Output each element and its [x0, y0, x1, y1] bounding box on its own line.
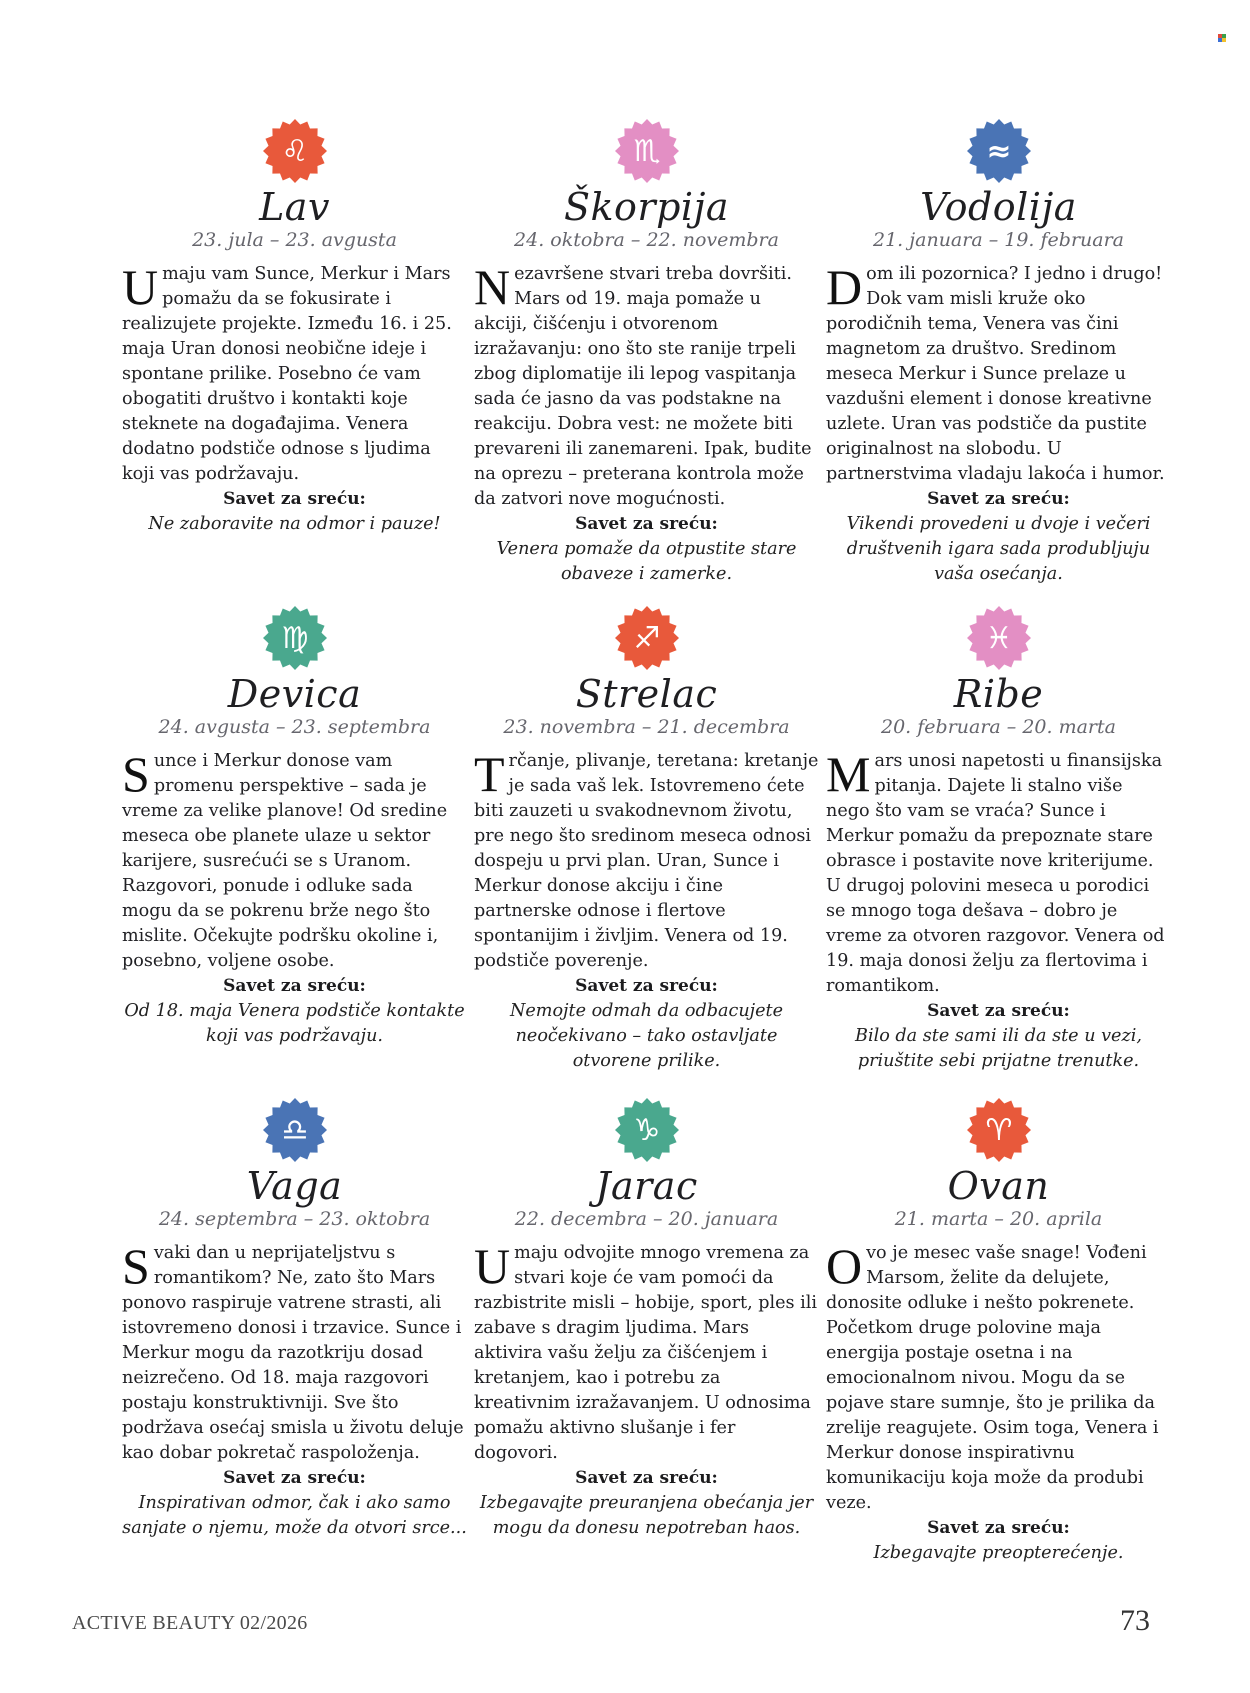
advice-text: Od 18. maja Venera podstiče kontakte koji vas podržavaju.: [124, 1001, 465, 1046]
pisces-icon: [966, 605, 1032, 671]
sign-dates: 23. jula – 23. avgusta: [192, 229, 397, 251]
sign-dates: 22. decembra – 20. januara: [514, 1208, 779, 1230]
sign-card: [122, 1097, 467, 1541]
advice-label: Savet za sreću:: [223, 489, 366, 509]
drop-cap: M: [826, 746, 871, 802]
advice-text: Ne zaboravite na odmor i pauze!: [148, 514, 441, 534]
drop-cap: U: [474, 1238, 511, 1294]
zodiac-glyph: ♑: [633, 1113, 660, 1148]
magazine-issue: ACTIVE BEAUTY 02/2026: [72, 1612, 308, 1634]
advice-label: Savet za sreću:: [223, 1468, 366, 1488]
sign-dates: 24. avgusta – 23. septembra: [158, 716, 431, 738]
sign-name: Ovan: [947, 1164, 1050, 1208]
sign-card: [474, 118, 819, 587]
sagittarius-icon: [614, 605, 680, 671]
sign-dates: 21. januara – 19. februara: [872, 229, 1125, 251]
zodiac-glyph: ♐: [633, 621, 660, 656]
advice-text: Nemojte odmah da odbacujete neočekivano – tako ostavljate otvorene prilike.: [509, 1001, 784, 1071]
sign-name: Strelac: [575, 672, 718, 716]
sign-name: Jarac: [595, 1164, 698, 1208]
sign-name: Devica: [227, 672, 362, 716]
sign-card: [474, 1097, 819, 1541]
drop-cap: O: [826, 1238, 863, 1294]
page-number: 73: [1120, 1604, 1150, 1637]
horoscope-text: [826, 259, 1171, 487]
advice-label: Savet za sreću:: [927, 1001, 1070, 1021]
advice-label: Savet za sreću:: [927, 489, 1070, 509]
sign-card: [122, 605, 467, 1049]
horoscope-text: [474, 746, 819, 974]
advice-text: Inspirativan odmor, čak i ako samo sanjate o njemu, može da otvori srce...: [122, 1493, 467, 1538]
zodiac-glyph: ♍: [281, 621, 308, 656]
drop-cap: S: [122, 1238, 150, 1294]
horoscope-text: [474, 259, 819, 512]
drop-cap: D: [826, 259, 863, 315]
sign-card: [826, 118, 1171, 587]
horoscope-body: ezavršene stvari treba dovršiti. Mars od 19. maja pomaže u akciji, čišćenju i otvorenom izražavanju: ono što ste ranije trpeli zbog diplomatije ili lepog vaspitanja sada će jasno da vas podstakne na reakciju. Dobra vest: ne možete biti prevareni ili zanemareni. Ipak, budite na oprezu – preterana kontrola može da zatvori nove mogućnosti.: [474, 264, 812, 509]
sign-name: Vaga: [246, 1164, 343, 1208]
horoscope-body: unce i Merkur donose vam promenu perspektive – sada je vreme za velike planove! Od sredine meseca obe planete ulaze u sektor karijere, susrećući se s Uranom. Razgovori, ponude i odluke sada mogu da se pokrenu brže nego što mislite. Očekujte podršku okoline i, posebno, voljene osobe.: [122, 751, 448, 971]
sign-name: Lav: [259, 185, 330, 229]
drop-cap: N: [474, 259, 511, 315]
sign-card: [122, 118, 467, 537]
advice-label: Savet za sreću:: [927, 1518, 1070, 1538]
sign-dates: 21. marta – 20. aprila: [894, 1208, 1103, 1230]
virgo-icon: [262, 605, 328, 671]
corner-color-mark: [1218, 34, 1226, 42]
horoscope-body: om ili pozornica? I jedno i drugo! Dok vam misli kruže oko porodičnih tema, Venera vas čini magnetom za društvo. Sredinom meseca Merkur i Sunce prelaze u vazdušni element i donose kreativne uzlete. Uran vas podstiče da pustite originalnost na slobodu. U partnerstvima vladaju lakoća i humor.: [826, 264, 1165, 484]
horoscope-text: [826, 746, 1171, 999]
sign-card: [474, 605, 819, 1074]
horoscope-body: vaki dan u neprijateljstvu s romantikom? Ne, zato što Mars ponovo raspiruje vatrene strasti, ali istovremeno donosi i trzavice. Sunce i Merkur mogu da razotkriju dosad neizrečeno. Od 18. maja razgovori postaju konstruktivniji. Sve što podržava osećaj smisla u životu deluje kao dobar pokretač raspoloženja.: [122, 1243, 464, 1463]
advice-text: Venera pomaže da otpustite stare obaveze i zamerke.: [496, 539, 797, 584]
advice-label: Savet za sreću:: [575, 976, 718, 996]
sign-dates: 20. februara – 20. marta: [881, 716, 1116, 738]
drop-cap: S: [122, 746, 150, 802]
horoscope-body: rčanje, plivanje, teretana: kretanje je sada vaš lek. Istovremeno ćete biti zauzeti u svakodnevnom životu, pre nego što sredinom meseca odnosi dospeju u prvi plan. Uran, Sunce i Merkur donose akciju i čine partnerske odnose i flertove spontanijim i življim. Venera od 19. podstiče poverenje.: [474, 751, 819, 971]
sign-dates: 24. septembra – 23. oktobra: [158, 1208, 431, 1230]
zodiac-glyph: ♌: [281, 134, 308, 169]
sign-dates: 24. oktobra – 22. novembra: [514, 229, 779, 251]
advice-text: Izbegavajte preopterećenje.: [873, 1543, 1124, 1563]
sign-name: Škorpija: [563, 185, 730, 229]
leo-icon: [262, 118, 328, 184]
advice-label: Savet za sreću:: [575, 514, 718, 534]
sign-card: [826, 1097, 1171, 1566]
zodiac-glyph: ♓: [985, 621, 1012, 656]
horoscope-text: [474, 1238, 819, 1466]
scorpio-icon: [614, 118, 680, 184]
horoscope-body: vo je mesec vaše snage! Vođeni Marsom, želite da delujete, donosite odluke i nešto pokrenete. Početkom druge polovine maja energija postaje osetna i na emocionalnom nivou. Mogu da se pojave stare sumnje, što je prilika da zrelije reagujete. Osim toga, Venera i Merkur donose inspirativnu komunikaciju koja može da produbi veze.: [826, 1243, 1159, 1513]
sign-dates: 23. novembra – 21. decembra: [503, 716, 790, 738]
advice-text: Bilo da ste sami ili da ste u vezi, priuštite sebi prijatne trenutke.: [855, 1026, 1142, 1071]
aries-icon: [966, 1097, 1032, 1163]
libra-icon: [262, 1097, 328, 1163]
horoscope-text: [122, 746, 467, 974]
sign-name: Ribe: [953, 672, 1044, 716]
sign-name: Vodolija: [920, 185, 1077, 229]
horoscope-body: maju odvojite mnogo vremena za stvari koje će vam pomoći da razbistrite misli – hobije, sport, ples ili zabave s dragim ljudima. Mars aktivira vašu želju za čišćenjem i kretanjem, kao i potrebu za kreativnim izražavanjem. U odnosima pomažu aktivno slušanje i fer dogovori.: [474, 1243, 818, 1463]
advice-label: Savet za sreću:: [575, 1468, 718, 1488]
advice-label: Savet za sreću:: [223, 976, 366, 996]
zodiac-glyph: ♎: [281, 1113, 308, 1148]
horoscope-text: [122, 1238, 467, 1466]
horoscope-text: [826, 1238, 1171, 1516]
horoscope-body: maju vam Sunce, Merkur i Mars pomažu da se fokusirate i realizujete projekte. Između 16. i 25. maja Uran donosi neobične ideje i spontane prilike. Posebno će vam obogatiti društvo i kontakti koje steknete na događajima. Venera dodatno podstiče odnose s ljudima koji vas podržavaju.: [122, 264, 452, 484]
drop-cap: U: [122, 259, 159, 315]
advice-text: Izbegavajte preuranjena obećanja jer mogu da donesu nepotreban haos.: [479, 1493, 814, 1538]
zodiac-glyph: ♈: [985, 1113, 1012, 1148]
zodiac-glyph: ≈: [985, 134, 1012, 169]
horoscope-text: [122, 259, 467, 487]
sign-card: [826, 605, 1171, 1074]
capricorn-icon: [614, 1097, 680, 1163]
aquarius-icon: [966, 118, 1032, 184]
zodiac-glyph: ♏: [633, 134, 660, 169]
advice-text: Vikendi provedeni u dvoje i večeri društvenih igara sada produbljuju vaša osećanja.: [846, 514, 1151, 584]
horoscope-body: ars unosi napetosti u finansijska pitanja. Dajete li stalno više nego što vam se vraća? Sunce i Merkur pomažu da prepoznate stare obrasce i postavite nove kriterijume. U drugoj polovini meseca u porodici se mnogo toga dešava – dobro je vreme za otvoren razgovor. Venera od 19. maja donosi želju za flertovima i romantikom.: [826, 751, 1165, 996]
drop-cap: T: [474, 746, 505, 802]
